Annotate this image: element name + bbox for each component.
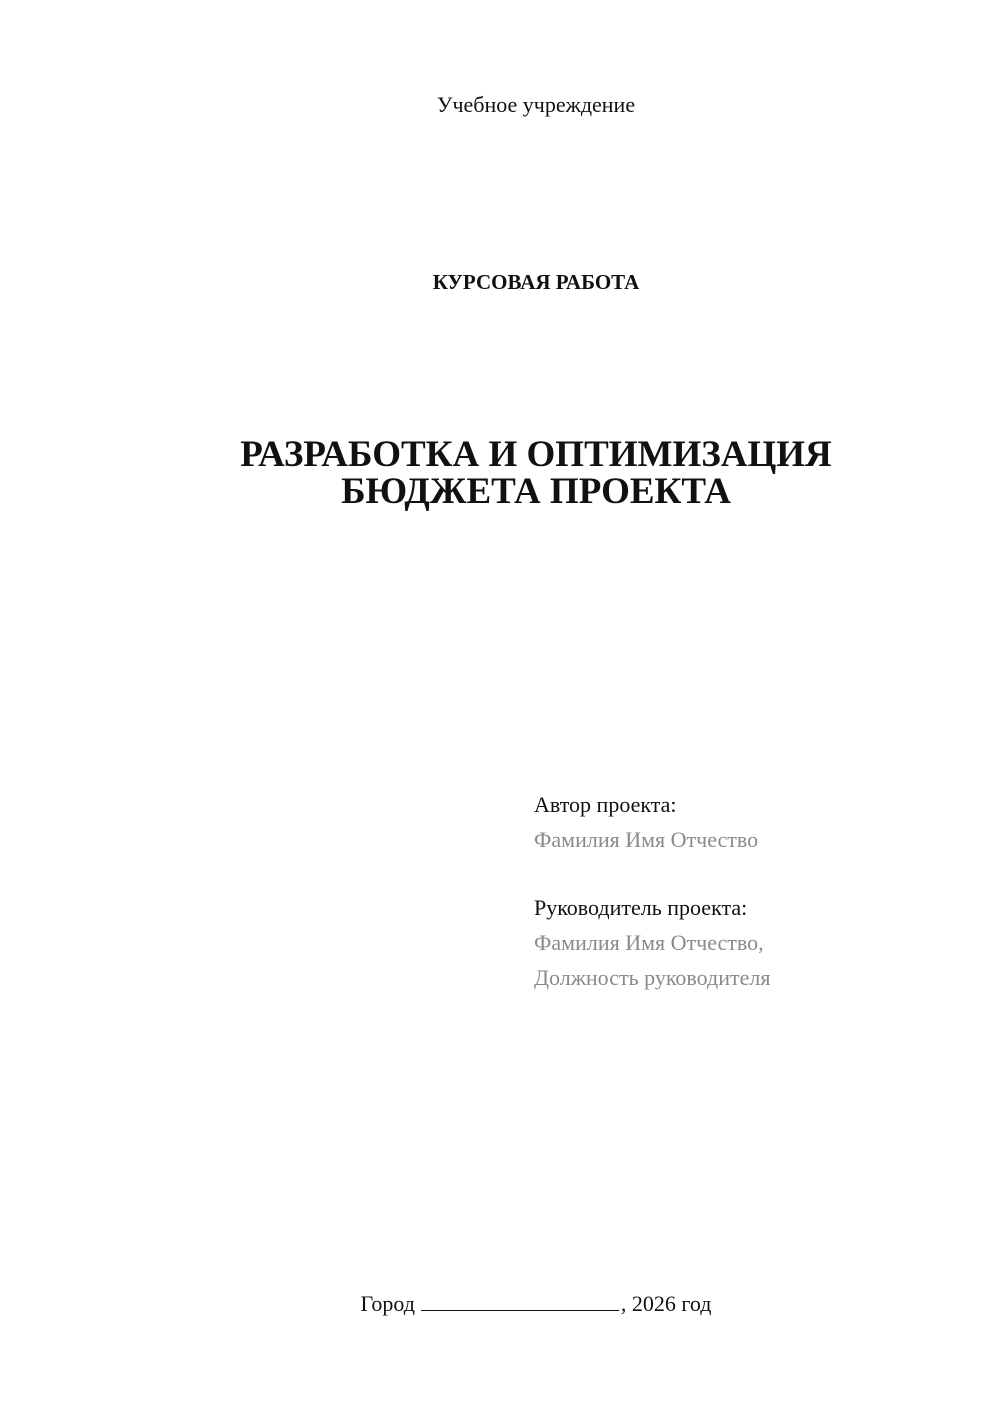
title-line-2: БЮДЖЕТА ПРОЕКТА xyxy=(341,471,731,512)
document-title xyxy=(0,436,1000,510)
city-label: Город xyxy=(360,1291,415,1316)
supervisor-name: Фамилия Имя Отчество, xyxy=(534,930,764,955)
city-blank-line xyxy=(421,1290,619,1311)
author-name: Фамилия Имя Отчество xyxy=(534,827,759,852)
document-type: КУРСОВАЯ РАБОТА xyxy=(432,270,640,294)
supervisor-label: Руководитель проекта: xyxy=(534,895,748,920)
project-people-block xyxy=(534,787,954,995)
title-line-1: РАЗРАБОТКА И ОПТИМИЗАЦИЯ xyxy=(240,434,832,475)
footer-city-year xyxy=(0,1289,1000,1319)
year-text: , 2026 год xyxy=(620,1291,712,1316)
institution-name: Учебное учреждение xyxy=(436,92,636,117)
block-spacer xyxy=(534,857,954,890)
supervisor-position: Должность руководителя xyxy=(534,965,771,990)
author-label: Автор проекта: xyxy=(534,792,677,817)
